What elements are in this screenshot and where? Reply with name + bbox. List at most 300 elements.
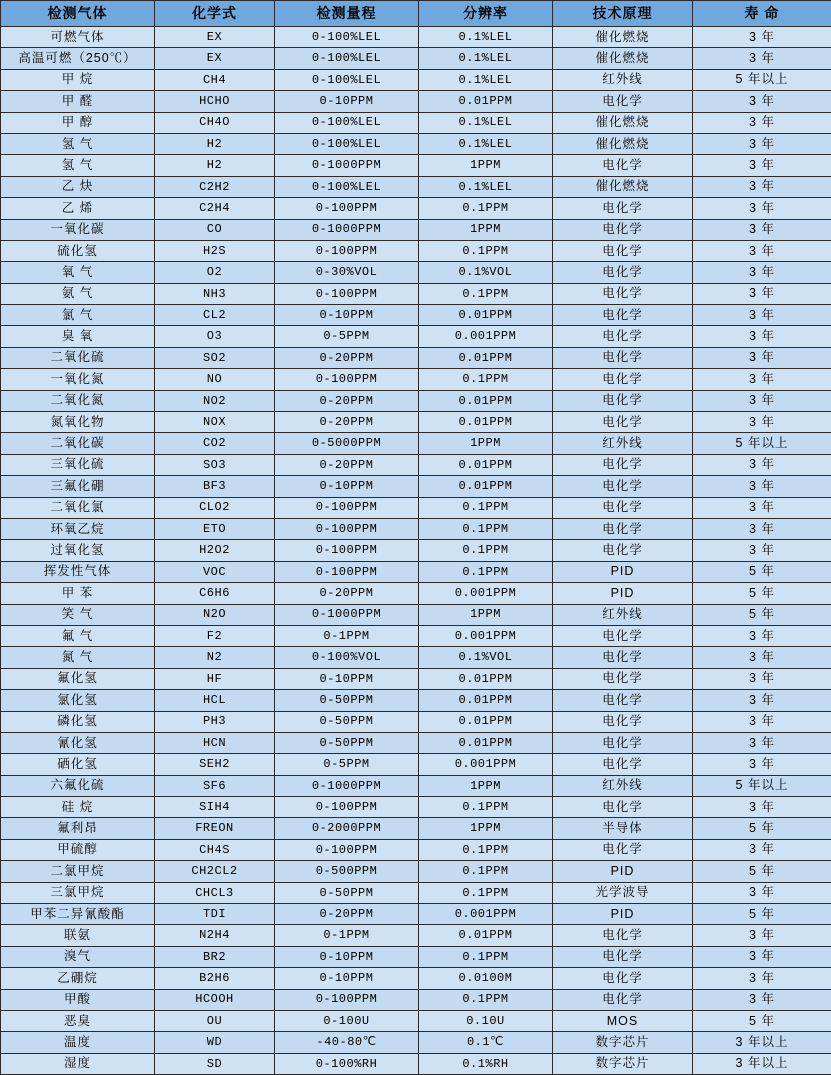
- cell-range: 0-1PPM: [275, 925, 419, 946]
- cell-resolution: 0.01PPM: [419, 711, 553, 732]
- cell-range: 0-1PPM: [275, 625, 419, 646]
- cell-technology: 红外线: [553, 775, 693, 796]
- cell-lifetime: 3 年: [693, 839, 831, 860]
- cell-range: 0-20PPM: [275, 454, 419, 475]
- cell-range: 0-5PPM: [275, 754, 419, 775]
- cell-technology: 电化学: [553, 497, 693, 518]
- cell-range: 0-100%LEL: [275, 133, 419, 154]
- cell-resolution: 0.1%LEL: [419, 176, 553, 197]
- cell-range: 0-100PPM: [275, 839, 419, 860]
- cell-lifetime: 5 年以上: [693, 775, 831, 796]
- cell-lifetime: 5 年: [693, 1010, 831, 1031]
- cell-resolution: 0.001PPM: [419, 904, 553, 925]
- cell-range: 0-100PPM: [275, 240, 419, 261]
- table-row: [1, 775, 831, 796]
- table-row: [1, 412, 831, 433]
- cell-lifetime: 3 年: [693, 262, 831, 283]
- cell-formula: BF3: [155, 476, 275, 497]
- table-row: [1, 112, 831, 133]
- cell-formula: BR2: [155, 946, 275, 967]
- cell-lifetime: 5 年以上: [693, 69, 831, 90]
- cell-resolution: 1PPM: [419, 155, 553, 176]
- cell-resolution: 0.01PPM: [419, 347, 553, 368]
- cell-resolution: 0.01PPM: [419, 925, 553, 946]
- table-row: [1, 262, 831, 283]
- cell-formula: H2O2: [155, 540, 275, 561]
- cell-technology: 电化学: [553, 625, 693, 646]
- cell-gas-name: 氟 气: [1, 625, 155, 646]
- table-row: [1, 347, 831, 368]
- cell-formula: TDI: [155, 904, 275, 925]
- cell-lifetime: 3 年: [693, 797, 831, 818]
- cell-resolution: 0.01PPM: [419, 412, 553, 433]
- cell-gas-name: 二氯甲烷: [1, 861, 155, 882]
- cell-range: 0-100PPM: [275, 540, 419, 561]
- cell-resolution: 0.01PPM: [419, 454, 553, 475]
- cell-range: 0-100PPM: [275, 561, 419, 582]
- cell-resolution: 1PPM: [419, 219, 553, 240]
- cell-formula: O2: [155, 262, 275, 283]
- cell-lifetime: 3 年: [693, 240, 831, 261]
- table-row: [1, 390, 831, 411]
- cell-technology: 数字芯片: [553, 1053, 693, 1074]
- cell-formula: CH4: [155, 69, 275, 90]
- cell-technology: 电化学: [553, 454, 693, 475]
- cell-formula: NH3: [155, 283, 275, 304]
- cell-range: 0-10PPM: [275, 305, 419, 326]
- cell-formula: SF6: [155, 775, 275, 796]
- cell-lifetime: 3 年: [693, 989, 831, 1010]
- cell-range: 0-20PPM: [275, 583, 419, 604]
- cell-resolution: 0.1%LEL: [419, 69, 553, 90]
- cell-technology: 电化学: [553, 240, 693, 261]
- cell-lifetime: 3 年: [693, 155, 831, 176]
- table-row: [1, 583, 831, 604]
- cell-lifetime: 3 年: [693, 369, 831, 390]
- cell-technology: 电化学: [553, 647, 693, 668]
- cell-lifetime: 3 年: [693, 412, 831, 433]
- cell-lifetime: 3 年: [693, 133, 831, 154]
- cell-range: 0-30%VOL: [275, 262, 419, 283]
- cell-range: 0-20PPM: [275, 390, 419, 411]
- cell-range: 0-100PPM: [275, 797, 419, 818]
- cell-lifetime: 3 年: [693, 647, 831, 668]
- cell-resolution: 0.01PPM: [419, 732, 553, 753]
- cell-resolution: 0.01PPM: [419, 668, 553, 689]
- cell-formula: CL2: [155, 305, 275, 326]
- cell-formula: VOC: [155, 561, 275, 582]
- cell-gas-name: 乙硼烷: [1, 968, 155, 989]
- table-row: [1, 176, 831, 197]
- cell-gas-name: 恶臭: [1, 1010, 155, 1031]
- cell-formula: C6H6: [155, 583, 275, 604]
- table-row: [1, 454, 831, 475]
- cell-formula: H2S: [155, 240, 275, 261]
- cell-lifetime: 3 年: [693, 454, 831, 475]
- cell-range: 0-100%LEL: [275, 27, 419, 48]
- cell-formula: CO2: [155, 433, 275, 454]
- table-row: [1, 240, 831, 261]
- cell-range: 0-100PPM: [275, 989, 419, 1010]
- table-row: [1, 540, 831, 561]
- table-row: [1, 882, 831, 903]
- table-header: [1, 1, 831, 27]
- cell-gas-name: 二氧化硫: [1, 347, 155, 368]
- cell-gas-name: 挥发性气体: [1, 561, 155, 582]
- table-row: [1, 326, 831, 347]
- table-row: [1, 561, 831, 582]
- cell-resolution: 0.1PPM: [419, 946, 553, 967]
- table-row: [1, 946, 831, 967]
- cell-formula: SO2: [155, 347, 275, 368]
- table-row: [1, 839, 831, 860]
- cell-technology: 电化学: [553, 797, 693, 818]
- cell-formula: NOX: [155, 412, 275, 433]
- cell-resolution: 1PPM: [419, 818, 553, 839]
- cell-gas-name: 甲 醛: [1, 91, 155, 112]
- cell-resolution: 1PPM: [419, 775, 553, 796]
- cell-technology: 电化学: [553, 155, 693, 176]
- cell-formula: CO: [155, 219, 275, 240]
- cell-range: 0-1000PPM: [275, 604, 419, 625]
- cell-range: 0-2000PPM: [275, 818, 419, 839]
- cell-gas-name: 氯 气: [1, 305, 155, 326]
- cell-technology: PID: [553, 583, 693, 604]
- cell-formula: C2H4: [155, 198, 275, 219]
- table-row: [1, 925, 831, 946]
- cell-formula: O3: [155, 326, 275, 347]
- cell-gas-name: 六氟化硫: [1, 775, 155, 796]
- table-row: [1, 732, 831, 753]
- cell-range: 0-10PPM: [275, 668, 419, 689]
- cell-resolution: 0.001PPM: [419, 326, 553, 347]
- cell-lifetime: 3 年: [693, 882, 831, 903]
- table-row: [1, 198, 831, 219]
- cell-range: 0-100%LEL: [275, 48, 419, 69]
- cell-gas-name: 甲酸: [1, 989, 155, 1010]
- cell-formula: C2H2: [155, 176, 275, 197]
- cell-formula: NO: [155, 369, 275, 390]
- cell-lifetime: 5 年: [693, 561, 831, 582]
- cell-gas-name: 联氨: [1, 925, 155, 946]
- cell-resolution: 0.1PPM: [419, 797, 553, 818]
- cell-lifetime: 3 年: [693, 925, 831, 946]
- cell-resolution: 0.1PPM: [419, 839, 553, 860]
- cell-technology: 电化学: [553, 518, 693, 539]
- table-row: [1, 1032, 831, 1053]
- cell-technology: PID: [553, 904, 693, 925]
- column-header-resolution: 分辨率: [419, 1, 553, 27]
- cell-gas-name: 三氧化硫: [1, 454, 155, 475]
- table-row: [1, 91, 831, 112]
- cell-gas-name: 乙 炔: [1, 176, 155, 197]
- cell-lifetime: 3 年: [693, 283, 831, 304]
- cell-technology: 电化学: [553, 369, 693, 390]
- cell-technology: 电化学: [553, 476, 693, 497]
- cell-gas-name: 硒化氢: [1, 754, 155, 775]
- cell-formula: HCOOH: [155, 989, 275, 1010]
- cell-technology: 电化学: [553, 283, 693, 304]
- cell-range: 0-100%RH: [275, 1053, 419, 1074]
- cell-lifetime: 3 年: [693, 112, 831, 133]
- cell-technology: 电化学: [553, 91, 693, 112]
- cell-range: 0-100%LEL: [275, 69, 419, 90]
- cell-gas-name: 过氧化氢: [1, 540, 155, 561]
- cell-formula: H2: [155, 133, 275, 154]
- cell-formula: CLO2: [155, 497, 275, 518]
- cell-resolution: 0.1PPM: [419, 540, 553, 561]
- cell-resolution: 0.1PPM: [419, 240, 553, 261]
- cell-lifetime: 3 年: [693, 476, 831, 497]
- cell-resolution: 0.1PPM: [419, 283, 553, 304]
- cell-lifetime: 3 年: [693, 625, 831, 646]
- cell-resolution: 0.1PPM: [419, 989, 553, 1010]
- table-row: [1, 668, 831, 689]
- cell-resolution: 0.01PPM: [419, 305, 553, 326]
- cell-formula: B2H6: [155, 968, 275, 989]
- cell-lifetime: 3 年以上: [693, 1053, 831, 1074]
- cell-formula: F2: [155, 625, 275, 646]
- cell-gas-name: 溴气: [1, 946, 155, 967]
- cell-lifetime: 3 年: [693, 732, 831, 753]
- cell-range: 0-100%LEL: [275, 112, 419, 133]
- cell-formula: HF: [155, 668, 275, 689]
- cell-lifetime: 3 年: [693, 219, 831, 240]
- table-header-row: [1, 1, 831, 27]
- table-row: [1, 904, 831, 925]
- cell-range: 0-100%VOL: [275, 647, 419, 668]
- cell-lifetime: 3 年: [693, 347, 831, 368]
- cell-gas-name: 甲 烷: [1, 69, 155, 90]
- table-row: [1, 625, 831, 646]
- cell-technology: 催化燃烧: [553, 27, 693, 48]
- cell-gas-name: 氧 气: [1, 262, 155, 283]
- cell-resolution: 0.001PPM: [419, 754, 553, 775]
- cell-gas-name: 三氟化硼: [1, 476, 155, 497]
- cell-technology: 电化学: [553, 326, 693, 347]
- cell-gas-name: 三氯甲烷: [1, 882, 155, 903]
- cell-resolution: 0.1%VOL: [419, 262, 553, 283]
- cell-resolution: 0.0100M: [419, 968, 553, 989]
- cell-range: 0-50PPM: [275, 690, 419, 711]
- cell-range: 0-10PPM: [275, 946, 419, 967]
- cell-technology: 电化学: [553, 839, 693, 860]
- cell-resolution: 0.1PPM: [419, 518, 553, 539]
- table-row: [1, 861, 831, 882]
- cell-formula: EX: [155, 48, 275, 69]
- cell-lifetime: 3 年: [693, 518, 831, 539]
- cell-resolution: 0.001PPM: [419, 583, 553, 604]
- cell-technology: 电化学: [553, 305, 693, 326]
- cell-formula: ETO: [155, 518, 275, 539]
- cell-range: 0-100PPM: [275, 198, 419, 219]
- cell-lifetime: 3 年: [693, 27, 831, 48]
- cell-gas-name: 磷化氢: [1, 711, 155, 732]
- cell-formula: CH2CL2: [155, 861, 275, 882]
- table-row: [1, 476, 831, 497]
- cell-formula: CH4S: [155, 839, 275, 860]
- column-header-range: 检测量程: [275, 1, 419, 27]
- cell-resolution: 0.1%VOL: [419, 647, 553, 668]
- table-row: [1, 497, 831, 518]
- cell-lifetime: 5 年以上: [693, 433, 831, 454]
- cell-range: 0-10PPM: [275, 968, 419, 989]
- cell-technology: 电化学: [553, 925, 693, 946]
- cell-gas-name: 氰化氢: [1, 732, 155, 753]
- cell-resolution: 0.1PPM: [419, 497, 553, 518]
- cell-formula: SD: [155, 1053, 275, 1074]
- cell-range: 0-50PPM: [275, 732, 419, 753]
- table-row: [1, 711, 831, 732]
- cell-resolution: 0.1PPM: [419, 882, 553, 903]
- cell-range: 0-5000PPM: [275, 433, 419, 454]
- cell-technology: 电化学: [553, 219, 693, 240]
- cell-range: 0-100PPM: [275, 369, 419, 390]
- cell-technology: 电化学: [553, 711, 693, 732]
- cell-formula: HCN: [155, 732, 275, 753]
- cell-formula: SO3: [155, 454, 275, 475]
- cell-technology: 电化学: [553, 347, 693, 368]
- cell-technology: 催化燃烧: [553, 48, 693, 69]
- table-row: [1, 690, 831, 711]
- cell-formula: HCHO: [155, 91, 275, 112]
- cell-gas-name: 甲苯二异氰酸酯: [1, 904, 155, 925]
- table-row: [1, 433, 831, 454]
- cell-gas-name: 氟化氢: [1, 668, 155, 689]
- cell-range: 0-100PPM: [275, 518, 419, 539]
- table-row: [1, 27, 831, 48]
- cell-technology: 电化学: [553, 690, 693, 711]
- cell-gas-name: 二氧化氯: [1, 497, 155, 518]
- cell-gas-name: 乙 烯: [1, 198, 155, 219]
- cell-resolution: 0.01PPM: [419, 390, 553, 411]
- cell-lifetime: 3 年以上: [693, 1032, 831, 1053]
- cell-lifetime: 3 年: [693, 711, 831, 732]
- cell-formula: N2: [155, 647, 275, 668]
- cell-gas-name: 温度: [1, 1032, 155, 1053]
- cell-technology: 电化学: [553, 390, 693, 411]
- cell-resolution: 0.01PPM: [419, 91, 553, 112]
- table-row: [1, 48, 831, 69]
- cell-lifetime: 5 年: [693, 818, 831, 839]
- cell-range: 0-20PPM: [275, 347, 419, 368]
- cell-technology: 催化燃烧: [553, 133, 693, 154]
- cell-lifetime: 3 年: [693, 326, 831, 347]
- cell-resolution: 0.1%LEL: [419, 48, 553, 69]
- cell-formula: PH3: [155, 711, 275, 732]
- cell-range: 0-100PPM: [275, 497, 419, 518]
- cell-gas-name: 可燃气体: [1, 27, 155, 48]
- cell-gas-name: 硅 烷: [1, 797, 155, 818]
- cell-formula: CHCL3: [155, 882, 275, 903]
- column-header-gas-name: 检测气体: [1, 1, 155, 27]
- cell-technology: 电化学: [553, 989, 693, 1010]
- cell-gas-name: 环氧乙烷: [1, 518, 155, 539]
- table-row: [1, 968, 831, 989]
- cell-technology: 数字芯片: [553, 1032, 693, 1053]
- cell-technology: 电化学: [553, 732, 693, 753]
- cell-range: 0-100U: [275, 1010, 419, 1031]
- cell-technology: PID: [553, 561, 693, 582]
- cell-lifetime: 3 年: [693, 48, 831, 69]
- cell-formula: N2H4: [155, 925, 275, 946]
- cell-gas-name: 硫化氢: [1, 240, 155, 261]
- cell-lifetime: 3 年: [693, 690, 831, 711]
- table-row: [1, 1010, 831, 1031]
- cell-lifetime: 3 年: [693, 91, 831, 112]
- cell-technology: 电化学: [553, 262, 693, 283]
- cell-technology: 催化燃烧: [553, 176, 693, 197]
- cell-gas-name: 臭 氧: [1, 326, 155, 347]
- cell-range: 0-20PPM: [275, 412, 419, 433]
- cell-resolution: 0.1%LEL: [419, 112, 553, 133]
- cell-technology: 红外线: [553, 433, 693, 454]
- cell-gas-name: 一氧化碳: [1, 219, 155, 240]
- cell-gas-name: 高温可燃（250℃）: [1, 48, 155, 69]
- cell-resolution: 0.1PPM: [419, 369, 553, 390]
- table-row: [1, 647, 831, 668]
- cell-resolution: 0.1PPM: [419, 561, 553, 582]
- cell-technology: MOS: [553, 1010, 693, 1031]
- cell-technology: 电化学: [553, 946, 693, 967]
- cell-gas-name: 甲硫醇: [1, 839, 155, 860]
- cell-resolution: 0.10U: [419, 1010, 553, 1031]
- cell-lifetime: 3 年: [693, 668, 831, 689]
- cell-formula: N2O: [155, 604, 275, 625]
- cell-gas-name: 二氧化碳: [1, 433, 155, 454]
- cell-resolution: 0.1℃: [419, 1032, 553, 1053]
- cell-gas-name: 二氧化氮: [1, 390, 155, 411]
- cell-resolution: 0.1PPM: [419, 861, 553, 882]
- table-row: [1, 989, 831, 1010]
- cell-range: 0-1000PPM: [275, 775, 419, 796]
- cell-formula: SEH2: [155, 754, 275, 775]
- cell-formula: OU: [155, 1010, 275, 1031]
- column-header-formula: 化学式: [155, 1, 275, 27]
- cell-range: 0-1000PPM: [275, 155, 419, 176]
- table-row: [1, 1053, 831, 1074]
- table-row: [1, 155, 831, 176]
- cell-resolution: 1PPM: [419, 604, 553, 625]
- table-row: [1, 754, 831, 775]
- cell-technology: 电化学: [553, 968, 693, 989]
- cell-gas-name: 氮 气: [1, 647, 155, 668]
- cell-technology: 电化学: [553, 540, 693, 561]
- table-body: [1, 27, 831, 1075]
- cell-lifetime: 5 年: [693, 861, 831, 882]
- cell-resolution: 0.01PPM: [419, 476, 553, 497]
- cell-lifetime: 5 年: [693, 904, 831, 925]
- cell-resolution: 1PPM: [419, 433, 553, 454]
- cell-resolution: 0.1%LEL: [419, 27, 553, 48]
- table-row: [1, 797, 831, 818]
- cell-range: 0-500PPM: [275, 861, 419, 882]
- cell-gas-name: 氨 气: [1, 283, 155, 304]
- cell-lifetime: 3 年: [693, 540, 831, 561]
- cell-lifetime: 5 年: [693, 583, 831, 604]
- table-row: [1, 818, 831, 839]
- cell-formula: WD: [155, 1032, 275, 1053]
- cell-technology: 电化学: [553, 198, 693, 219]
- cell-gas-name: 笑 气: [1, 604, 155, 625]
- cell-gas-name: 甲 苯: [1, 583, 155, 604]
- table-row: [1, 604, 831, 625]
- table-row: [1, 283, 831, 304]
- cell-lifetime: 3 年: [693, 176, 831, 197]
- cell-resolution: 0.1%RH: [419, 1053, 553, 1074]
- cell-formula: NO2: [155, 390, 275, 411]
- cell-lifetime: 3 年: [693, 968, 831, 989]
